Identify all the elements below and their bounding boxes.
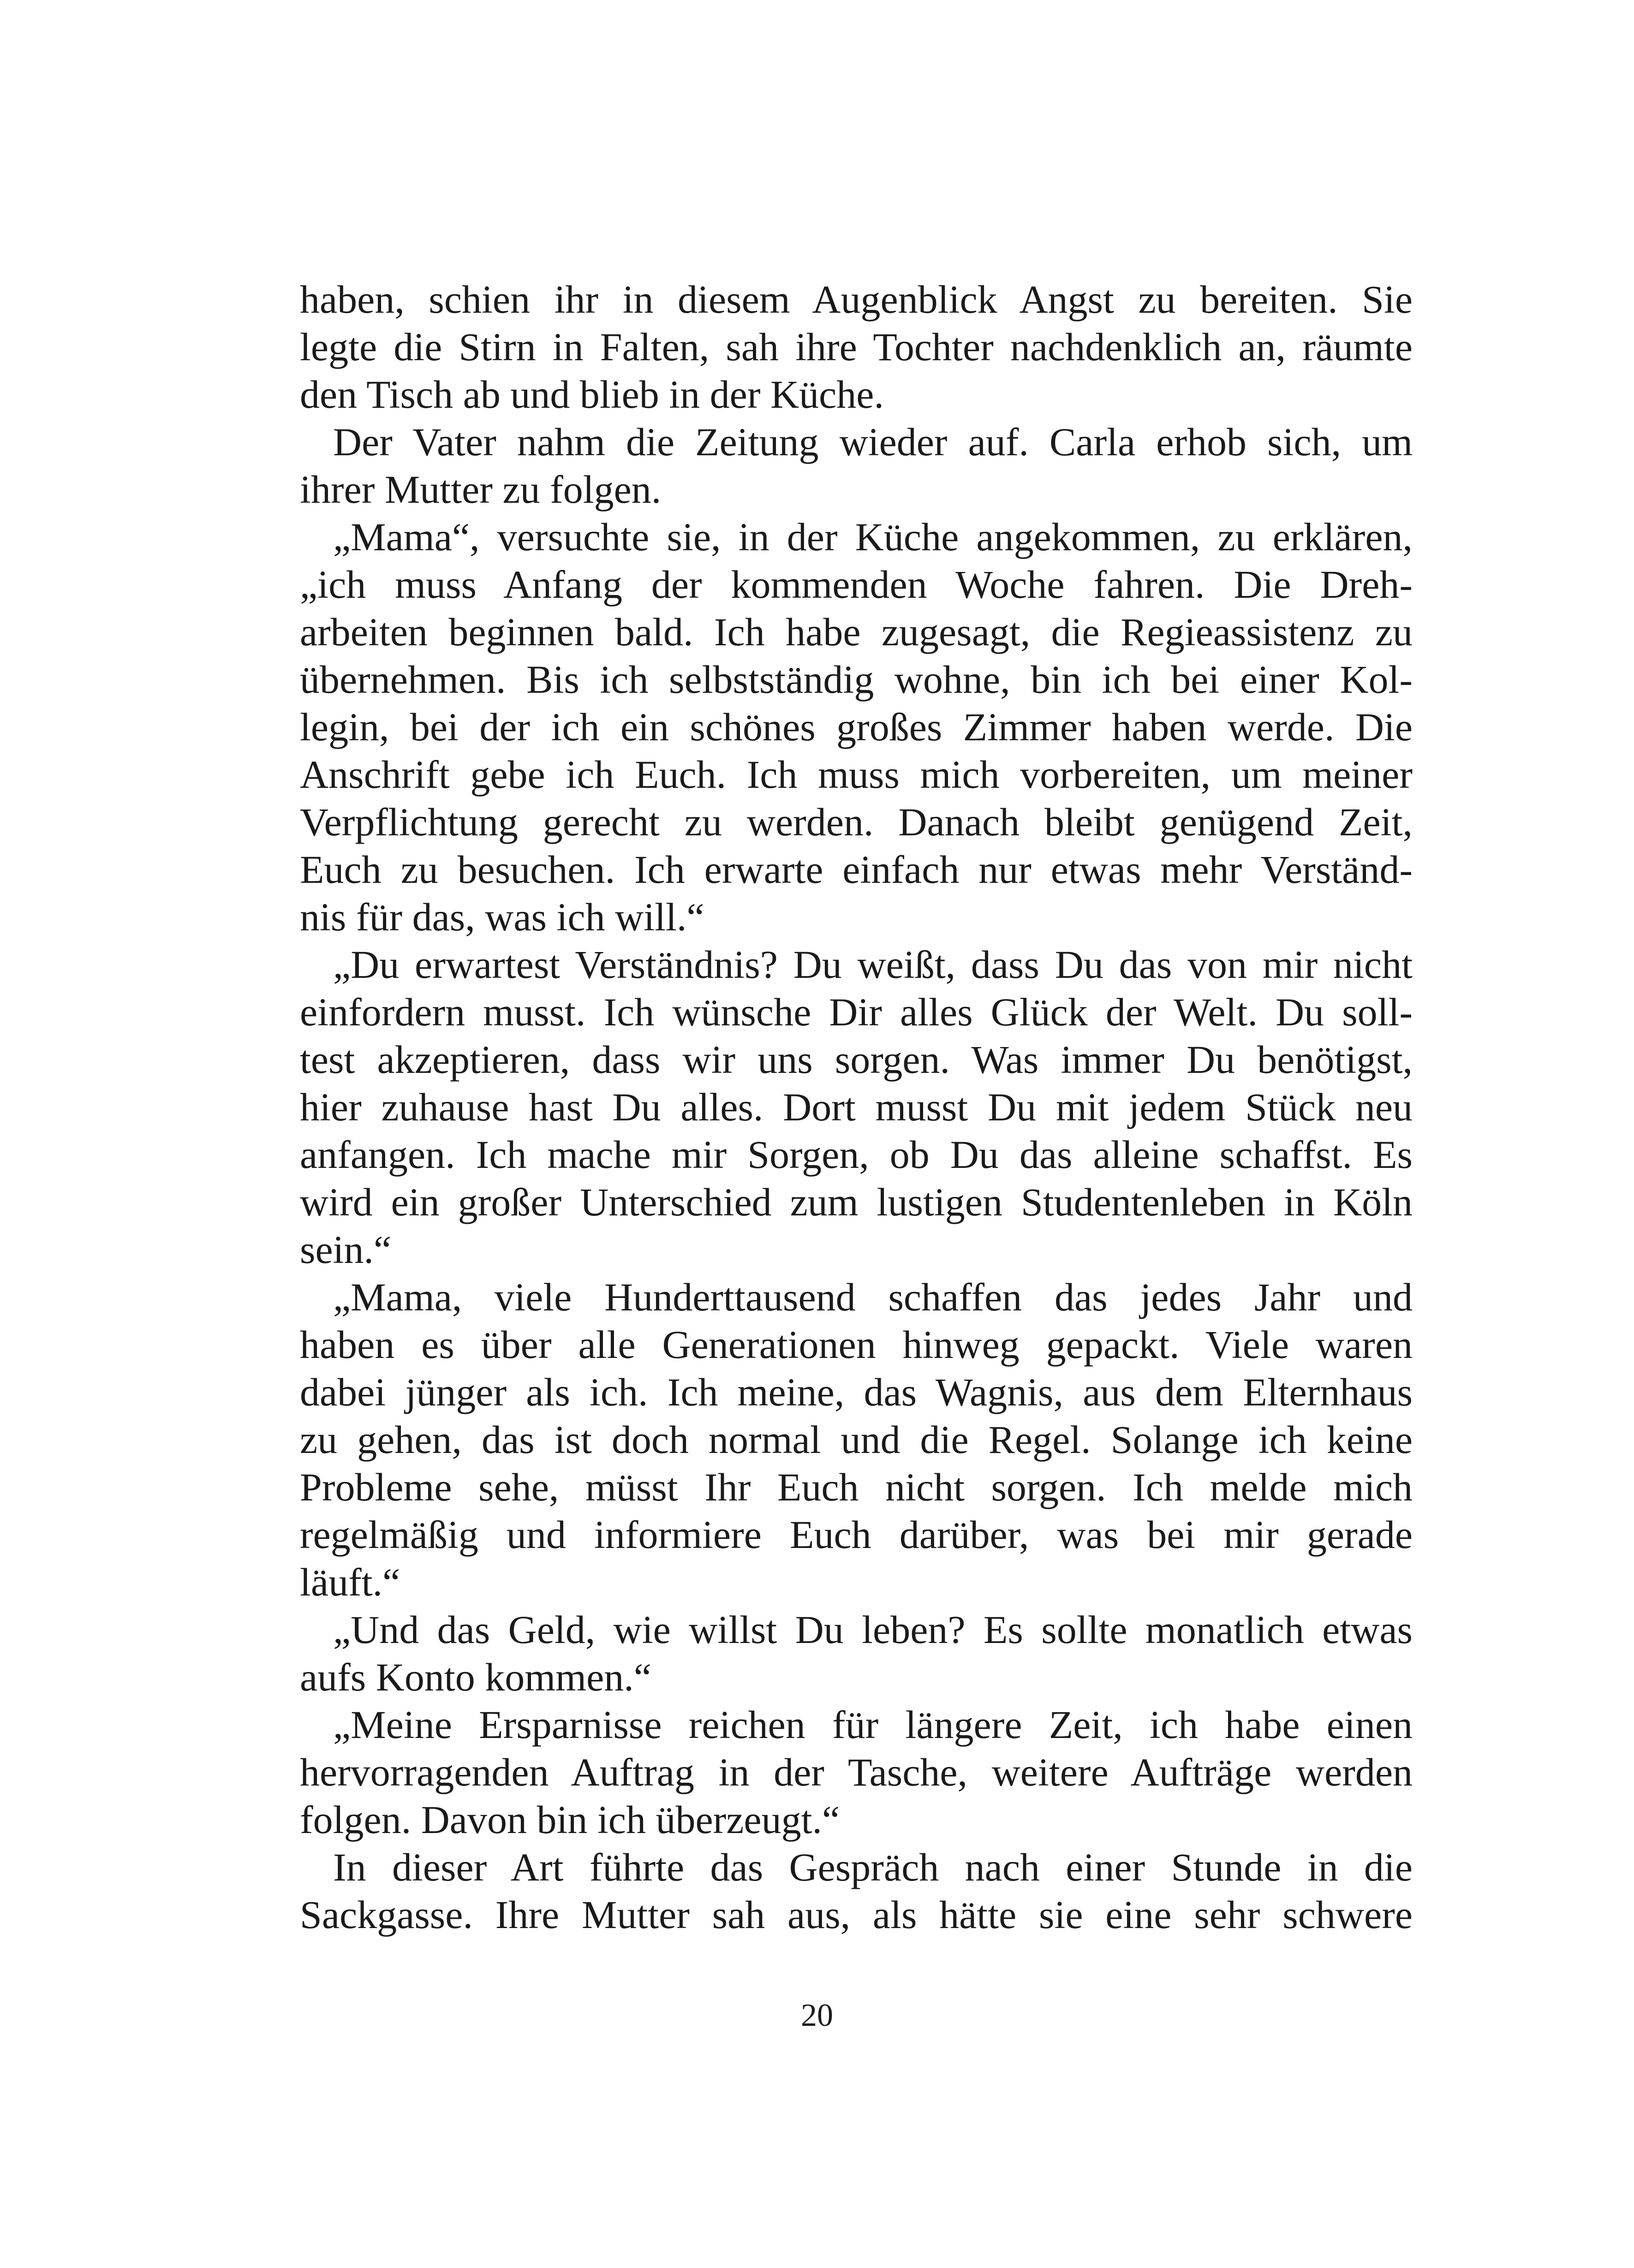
text-line: nis für das, was ich will.“ <box>300 895 704 939</box>
text-line: Probleme sehe, müsst Ihr Euch nicht sorgen. Ich melde mich <box>300 1465 1413 1509</box>
text-line: übernehmen. Bis ich selbstständig wohne, bin ich bei einer Kol- <box>300 657 1413 702</box>
paragraph <box>300 1844 1413 1939</box>
text-line: haben es über alle Generationen hinweg gepackt. Viele waren <box>300 1322 1413 1367</box>
text-line: legin, bei der ich ein schönes großes Zimmer haben werde. Die <box>300 705 1413 749</box>
text-line: ihrer Mutter zu folgen. <box>300 467 662 512</box>
paragraph <box>300 1606 1413 1701</box>
paragraph <box>300 941 1413 1274</box>
text-line: sein.“ <box>300 1227 392 1272</box>
text-line: Anschrift gebe ich Euch. Ich muss mich vorbereiten, um meiner <box>300 752 1413 797</box>
paragraph <box>300 1274 1413 1606</box>
text-line: Der Vater nahm die Zeitung wieder auf. Carla erhob sich, um <box>333 420 1413 464</box>
paragraph <box>300 513 1413 941</box>
text-line: läuft.“ <box>300 1560 400 1604</box>
text-line: haben, schien ihr in diesem Augenblick Angst zu bereiten. Sie <box>300 277 1413 321</box>
paragraph <box>300 1701 1413 1844</box>
text-line: Sackgasse. Ihre Mutter sah aus, als hätte sie eine sehr schwere <box>300 1893 1413 1937</box>
text-line: test akzeptieren, dass wir uns sorgen. Was immer Du benötigst, <box>300 1037 1413 1082</box>
text-line: „Du erwartest Verständnis? Du weißt, dass Du das von mir nicht <box>333 942 1413 987</box>
body-text <box>300 276 1413 1939</box>
text-line: „Mama“, versuchte sie, in der Küche angekommen, zu erklären, <box>333 515 1413 559</box>
text-line: wird ein großer Unterschied zum lustigen Studentenleben in Köln <box>300 1180 1413 1224</box>
paragraph <box>300 418 1413 513</box>
text-line: den Tisch ab und blieb in der Küche. <box>300 372 884 417</box>
paragraph <box>300 276 1413 418</box>
text-line: „Und das Geld, wie willst Du leben? Es sollte monatlich etwas <box>333 1607 1413 1652</box>
text-line: zu gehen, das ist doch normal und die Regel. Solange ich keine <box>300 1417 1413 1462</box>
text-line: aufs Konto kommen.“ <box>300 1655 651 1699</box>
text-line: „ich muss Anfang der kommenden Woche fahren. Die Dreh- <box>300 562 1413 607</box>
text-line: „Meine Ersparnisse reichen für längere Zeit, ich habe einen <box>333 1702 1413 1747</box>
text-line: hervorragenden Auftrag in der Tasche, weitere Aufträge werden <box>300 1750 1413 1794</box>
text-line: Verpflichtung gerecht zu werden. Danach bleibt genügend Zeit, <box>300 800 1413 844</box>
text-line: arbeiten beginnen bald. Ich habe zugesagt, die Regieassistenz zu <box>300 610 1413 654</box>
text-line: einfordern musst. Ich wünsche Dir alles Glück der Welt. Du soll- <box>300 990 1413 1034</box>
text-line: legte die Stirn in Falten, sah ihre Tochter nachdenklich an, räumte <box>300 325 1413 369</box>
text-line: In dieser Art führte das Gespräch nach einer Stunde in die <box>333 1845 1413 1889</box>
text-line: folgen. Davon bin ich überzeugt.“ <box>300 1798 840 1842</box>
text-line: dabei jünger als ich. Ich meine, das Wagnis, aus dem Elternhaus <box>300 1370 1413 1414</box>
text-line: „Mama, viele Hunderttausend schaffen das jedes Jahr und <box>333 1275 1413 1319</box>
text-line: anfangen. Ich mache mir Sorgen, ob Du das alleine schaffst. Es <box>300 1132 1413 1177</box>
page-number: 20 <box>801 1998 833 2033</box>
text-line: hier zuhause hast Du alles. Dort musst Du mit jedem Stück neu <box>300 1085 1413 1129</box>
text-line: Euch zu besuchen. Ich erwarte einfach nur etwas mehr Verständ- <box>300 847 1413 892</box>
text-line: regelmäßig und informiere Euch darüber, was bei mir gerade <box>300 1512 1413 1557</box>
